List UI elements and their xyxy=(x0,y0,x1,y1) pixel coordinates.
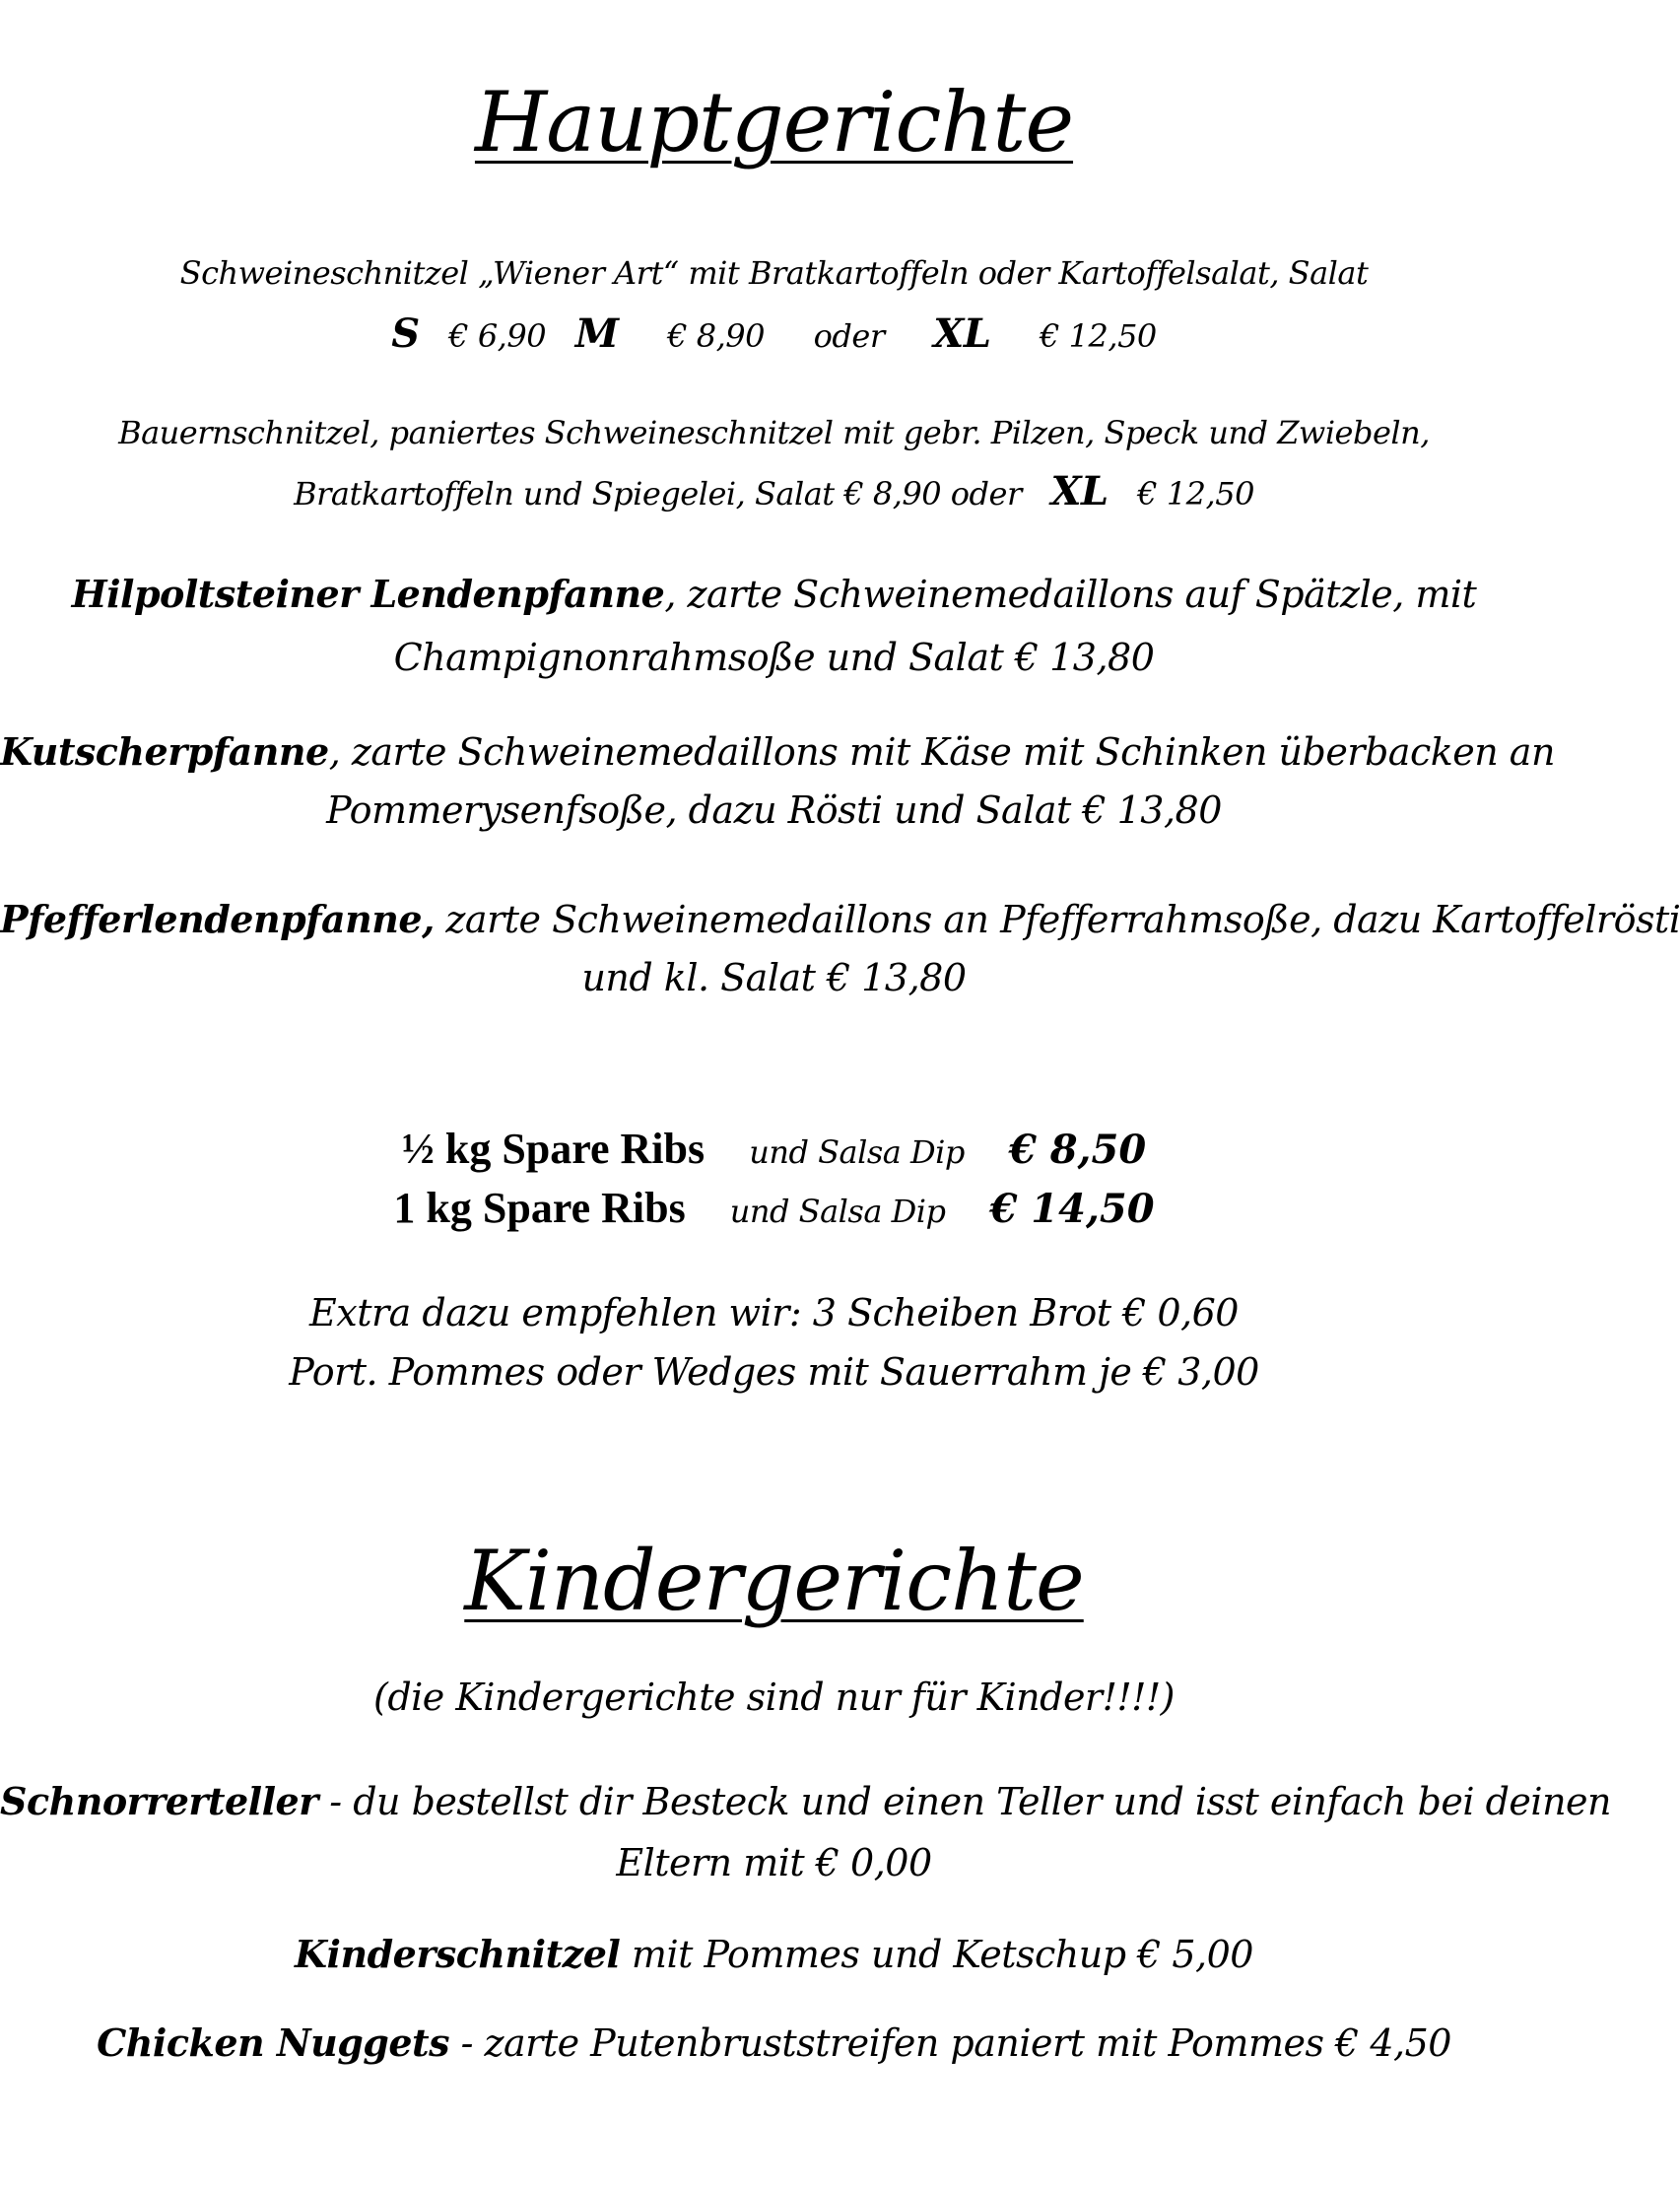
size-xl-label: XL xyxy=(933,310,991,357)
dish-name-chicken-nuggets: Chicken Nuggets xyxy=(97,2020,449,2065)
kids-note: (die Kindergerichte sind nur für Kinder!!!!) xyxy=(373,1676,1175,1719)
page-title-main: Hauptgerichte xyxy=(474,74,1074,171)
schnitzel-prices xyxy=(0,310,1548,357)
bauernschnitzel-prices xyxy=(0,468,1548,514)
ribs-half-price: € 8,50 xyxy=(1008,1127,1147,1173)
schnorrer-line2: Eltern mit € 0,00 xyxy=(616,1841,932,1884)
price-xl: € 12,50 xyxy=(1040,317,1157,355)
ribs-full-name: 1 kg Spare Ribs xyxy=(393,1184,686,1232)
dish-name-schnorrerteller: Schnorrerteller xyxy=(0,1779,318,1823)
price-s: € 6,90 xyxy=(448,317,547,355)
bauern-size-xl-label: XL xyxy=(1050,468,1109,514)
pfeffer-line1 xyxy=(0,897,1680,941)
hilpoltsteiner-line1 xyxy=(0,572,1548,616)
kinderschnitzel-line xyxy=(0,1932,1548,1976)
bauernschnitzel-line2: Bratkartoffeln und Spiegelei, Salat € 8,90 oder xyxy=(294,475,1022,513)
ribs-full-price: € 14,50 xyxy=(989,1186,1155,1232)
extras-line1: Extra dazu empfehlen wir: 3 Scheiben Brot € 0,60 xyxy=(309,1291,1239,1335)
pfeffer-desc: zarte Schweinemedaillons an Pfefferrahmsoße, dazu Kartoffelrösti xyxy=(434,898,1680,941)
ribs-full-desc: und Salsa Dip xyxy=(729,1193,946,1230)
kutscher-line1 xyxy=(0,729,1555,774)
bauernschnitzel-description: Bauernschnitzel, paniertes Schweineschnitzel mit gebr. Pilzen, Speck und Zwiebeln, xyxy=(118,414,1430,451)
ribs-half xyxy=(0,1124,1548,1174)
hilpoltsteiner-desc: , zarte Schweinemedaillons auf Spätzle, mit xyxy=(664,573,1477,616)
size-m-label: M xyxy=(574,310,619,357)
kutscher-desc: , zarte Schweinemedaillons mit Käse mit Schinken überbacken an xyxy=(328,730,1555,774)
kinderschnitzel-desc: mit Pommes und Ketschup € 5,00 xyxy=(620,1933,1253,1976)
size-s-label: S xyxy=(391,310,420,357)
ribs-half-desc: und Salsa Dip xyxy=(749,1133,965,1171)
ribs-half-name: ½ kg Spare Ribs xyxy=(401,1125,706,1173)
nuggets-desc: - zarte Putenbruststreifen paniert mit Pommes € 4,50 xyxy=(449,2021,1451,2065)
schnitzel-description: Schweineschnitzel „Wiener Art“ mit Bratkartoffeln oder Kartoffelsalat, Salat xyxy=(179,254,1369,292)
dish-name-hilpoltsteiner: Hilpoltsteiner Lendenpfanne xyxy=(71,572,665,616)
extras-line2: Port. Pommes oder Wedges mit Sauerrahm je € 3,00 xyxy=(289,1350,1259,1394)
kutscher-line2: Pommerysenfsoße, dazu Rösti und Salat € 13,80 xyxy=(326,788,1222,832)
dish-name-pfefferlendenpfanne: Pfefferlendenpfanne, xyxy=(0,897,435,941)
bauern-price-xl: € 12,50 xyxy=(1137,475,1254,513)
ribs-full xyxy=(0,1183,1548,1233)
page-title-kids: Kindergerichte xyxy=(464,1533,1084,1629)
price-m: € 8,90 xyxy=(667,317,765,355)
or-text: oder xyxy=(813,317,885,355)
dish-name-kinderschnitzel: Kinderschnitzel xyxy=(295,1932,621,1976)
schnorrer-line1 xyxy=(0,1779,1612,1823)
nuggets-line xyxy=(0,2020,1548,2065)
dish-name-kutscherpfanne: Kutscherpfanne xyxy=(0,729,329,774)
hilpoltsteiner-line2: Champignonrahmsoße und Salat € 13,80 xyxy=(393,636,1155,679)
pfeffer-line2: und kl. Salat € 13,80 xyxy=(581,956,967,999)
schnorrer-desc: - du bestellst dir Besteck und einen Teller und isst einfach bei deinen xyxy=(317,1780,1612,1823)
